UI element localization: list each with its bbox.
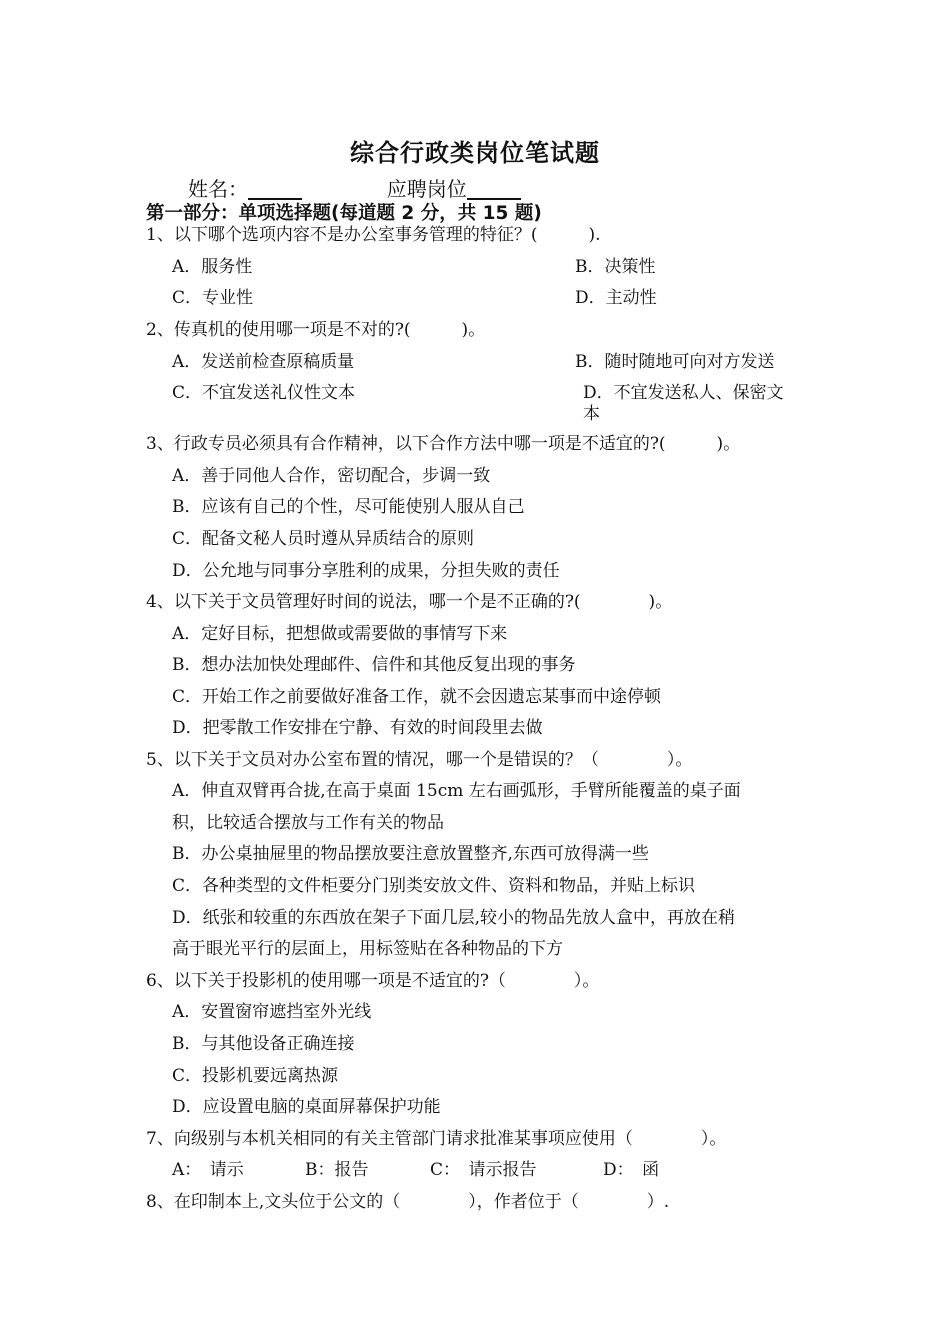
option-5d: D．纸张和较重的东西放在架子下面几层,较小的物品先放人盒中，再放在稍 — [172, 908, 736, 928]
option-5a-cont: 积，比较适合摆放与工作有关的物品 — [172, 813, 444, 833]
question-1: 1、以下哪个选项内容不是办公室事务管理的特征？( ). — [146, 225, 601, 245]
option-6b: B．与其他设备正确连接 — [172, 1034, 355, 1054]
option-2d: D．不宜发送私人、保密文 — [583, 383, 784, 403]
option-2c: C．不宜发送礼仪性文本 — [172, 383, 356, 403]
option-6a: A．安置窗帘遮挡室外光线 — [172, 1002, 372, 1022]
option-4d: D．把零散工作安排在宁静、有效的时间段里去做 — [172, 718, 543, 738]
option-2d-cont: 本 — [583, 404, 600, 424]
option-4b: B．想办法加快处理邮件、信件和其他反复出现的事务 — [172, 655, 576, 675]
option-3c: C．配备文秘人员时遵从异质结合的原则 — [172, 529, 475, 549]
option-1a: A．服务性 — [172, 257, 253, 277]
option-5c: C．各种类型的文件柜要分门别类安放文件、资料和物品，并贴上标识 — [172, 876, 696, 896]
question-8: 8、在印制本上,文头位于公文的（ ），作者位于（ ）. — [146, 1192, 670, 1212]
question-2: 2、传真机的使用哪一项是不对的?( )。 — [146, 320, 486, 340]
name-blank[interactable] — [248, 178, 302, 200]
option-7c: C： 请示报告 — [430, 1160, 537, 1180]
option-1b: B．决策性 — [575, 257, 656, 277]
option-7a: A： 请示 — [172, 1160, 244, 1180]
option-5d-cont: 高于眼光平行的层面上，用标签贴在各种物品的下方 — [172, 939, 563, 959]
question-6: 6、以下关于投影机的使用哪一项是不适宜的?（ ）。 — [146, 971, 600, 991]
option-6d: D．应设置电脑的桌面屏幕保护功能 — [172, 1097, 441, 1117]
question-7: 7、向级别与本机关相同的有关主管部门请求批准某事项应使用（ ）。 — [146, 1129, 727, 1149]
option-7d: D： 函 — [603, 1160, 660, 1180]
option-5a: A．伸直双臂再合拢,在高于桌面 15cm 左右画弧形，手臂所能覆盖的桌子面 — [172, 781, 741, 801]
position-label: 应聘岗位 — [386, 177, 467, 201]
candidate-info-row — [188, 173, 521, 202]
option-4c: C．开始工作之前要做好准备工作，就不会因遗忘某事而中途停顿 — [172, 687, 662, 707]
option-5b: B．办公桌抽屉里的物品摆放要注意放置整齐,东西可放得满一些 — [172, 844, 649, 864]
section-heading: 第一部分：单项选择题(每道题 2 分，共 15 题) — [146, 203, 542, 224]
option-4a: A．定好目标，把想做或需要做的事情写下来 — [172, 624, 508, 644]
page-title: 综合行政类岗位笔试题 — [350, 139, 600, 167]
question-3: 3、行政专员必须具有合作精神，以下合作方法中哪一项是不适宜的?( )。 — [146, 434, 741, 454]
option-1c: C．专业性 — [172, 288, 254, 308]
option-3d: D．公允地与同事分享胜利的成果，分担失败的责任 — [172, 561, 560, 581]
position-blank[interactable] — [467, 178, 521, 200]
option-1d: D．主动性 — [575, 288, 657, 308]
option-2a: A．发送前检查原稿质量 — [172, 352, 355, 372]
option-7b: B：报告 — [305, 1160, 369, 1180]
option-3a: A．善于同他人合作，密切配合，步调一致 — [172, 466, 491, 486]
question-5: 5、以下关于文员对办公室布置的情况，哪一个是错误的？（ ）。 — [146, 750, 693, 770]
option-6c: C．投影机要远离热源 — [172, 1066, 339, 1086]
option-2b: B．随时随地可向对方发送 — [575, 352, 775, 372]
question-4: 4、以下关于文员管理好时间的说法，哪一个是不正确的?( )。 — [146, 592, 673, 612]
name-label: 姓名： — [188, 177, 248, 201]
option-3b: B．应该有自己的个性，尽可能使别人服从自己 — [172, 497, 525, 517]
